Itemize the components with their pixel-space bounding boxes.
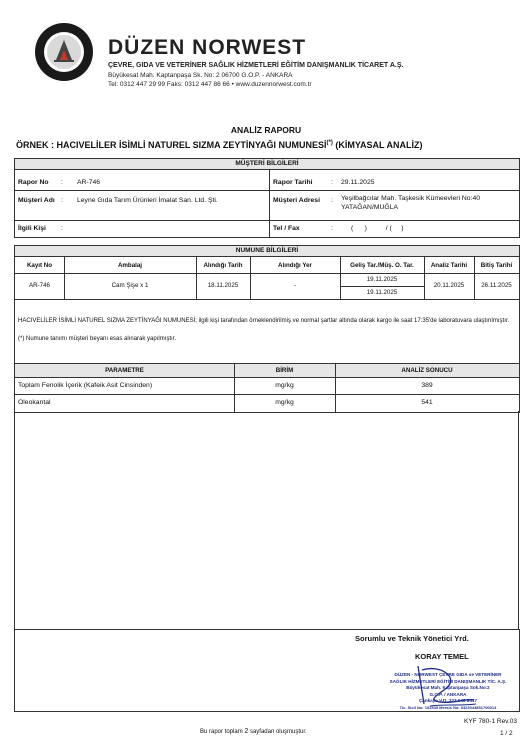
handwritten-signature [410, 660, 480, 712]
sample-section-title: NUMUNE BİLGİLERİ [15, 246, 519, 257]
sample-title-sup: (*) [326, 140, 333, 146]
signer-name: KORAY TEMEL [415, 652, 469, 661]
ilgili-kisi-label: İlgili Kişi [18, 225, 46, 232]
company-contact: Tel: 0312 447 29 99 Faks: 0312 447 86 66 • www.duzennorwest.com.tr [108, 81, 312, 88]
rapor-tarihi-value: 29.11.2025 [341, 179, 375, 186]
musteri-adresi-line1: Yeşilbağcılar Mah. Taşkesik Kümeevleri No:40 [341, 195, 481, 202]
col-parametre: PARAMETRE [105, 367, 144, 374]
company-address: Büyükesat Mah. Kaptanpaşa Sk. No: 2 06700 G.O.P. - ANKARA [108, 72, 293, 79]
col-bitis-tarihi: Bitiş Tarihi [480, 262, 513, 269]
signer-role: Sorumlu ve Teknik Yönetici Yrd. [355, 634, 469, 643]
company-logo [34, 22, 94, 82]
col-analiz-sonucu: ANALİZ SONUCU [401, 367, 453, 374]
col-birim: BİRİM [275, 367, 294, 374]
col-ambalaj: Ambalaj [117, 262, 143, 269]
cell-bitis-tarihi: 26.11.2025 [481, 282, 512, 289]
result-parameter: Toplam Fenolik İçerik (Kafeik Asit Cinsinden) [18, 382, 153, 389]
rapor-tarihi-label: Rapor Tarihi [273, 179, 313, 186]
result-parameter: Oleokantal [18, 399, 51, 406]
musteri-adi-value: Leyne Gıda Tarım Ürünleri İmalat San. Ltd. Şti. [77, 197, 218, 204]
cell-kayit-no: AR-746 [29, 282, 50, 289]
rapor-no-label: Rapor No [18, 179, 49, 186]
col-alindigi-tarih: Alındığı Tarih [203, 262, 243, 269]
col-kayit-no: Kayıt No [26, 262, 53, 269]
tel-fax-value: ( ) / ( ) [351, 225, 404, 232]
results-table [14, 363, 520, 413]
result-value: 541 [421, 399, 433, 406]
sample-title [16, 140, 423, 150]
result-unit: mg/kg [275, 382, 294, 389]
report-title: ANALİZ RAPORU [230, 125, 302, 135]
sample-note-declaration: (*) Numune tanımı müşteri beyanı esas alınarak yapılmıştır. [18, 336, 177, 342]
company-stamp: DÜZEN - NORWEST ÇEVRE GIDA ve VETERİNER SAĞLIK HİZMETLERİ EĞİTİM DANIŞMANLIK TİC. A.Ş. Büyükesat Mah. Kaptanpaşa Sok.No:2 G.O.P. / ANKARA Çankaya V.D. 323 043 8517 Tic. Sicil No: 151539 Mersis No: 0323043851700014 [389, 672, 507, 710]
customer-section-title: MÜŞTERİ BİLGİLERİ [15, 159, 519, 170]
sample-note-delivery: HACIVELİLER İSİMLİ NATUREL SIZMA ZEYTİNYAĞI NUMUNESİ; ilgili kişi tarafından örneklendirilmiş ve normal şartlar altında olarak kargo ile saat 17:35'de laboratuvara ulaştırılmıştır. [18, 318, 510, 324]
musteri-adresi-line2: YATAĞAN/MUĞLA [341, 204, 399, 211]
cell-musteri-o-tarihi: 19.11.2025 [366, 289, 398, 296]
company-name: DÜZEN NORWEST [108, 36, 307, 59]
rapor-no-value: AR-746 [77, 179, 101, 186]
customer-info-table: MÜŞTERİ BİLGİLERİ Rapor No : AR-746 Müşteri Adı : Leyne Gıda Tarım Ürünleri İmalat San. Ltd. Şti. İlgili Kişi : Rapor Tarihi : 29.11.2025 Müşteri Adresi : Yeşilbağcılar Mah. Taşkesik Kümeevleri No:40 YATAĞAN/MUĞLA Tel / Fax : ( ) / ( ) [14, 158, 520, 238]
sample-title-main: ÖRNEK : HACIVELİLER İSİMLİ NATUREL SIZMA ZEYTİNYAĞI NUMUNESİ [16, 140, 327, 150]
cell-ambalaj: Cam Şişe x 1 [111, 282, 149, 289]
tel-fax-label: Tel / Fax [273, 225, 300, 232]
musteri-adi-label: Müşteri Adı [18, 197, 55, 204]
cell-analiz-tarihi: 20.11.2025 [433, 282, 465, 289]
company-full-name: ÇEVRE, GIDA VE VETERİNER SAĞLIK HİZMETLERİ EĞİTİM DANIŞMANLIK TİCARET A.Ş. [108, 62, 404, 69]
cell-alindigi-tarih: 18.11.2025 [207, 282, 239, 289]
col-alindigi-yer: Alındığı Yer [278, 262, 312, 269]
musteri-adresi-label: Müşteri Adresi [273, 197, 320, 204]
page-count-note: Bu rapor toplam 2 sayfadan oluşmuştur. [200, 728, 307, 735]
page-number: 1 / 2 [500, 730, 513, 737]
col-gelis-tarihi: Geliş Tar./Müş. O. Tar. [350, 262, 414, 269]
col-analiz-tarihi: Analiz Tarihi [430, 262, 468, 269]
sample-title-suffix: (KİMYASAL ANALİZ) [335, 140, 423, 150]
result-value: 389 [421, 382, 433, 389]
form-code: KYF 780-1 Rev.03 [464, 718, 517, 725]
sample-info-table [14, 245, 520, 365]
cell-alindigi-yer: - [293, 282, 297, 289]
result-unit: mg/kg [275, 399, 294, 406]
cell-gelis-tarihi: 19.11.2025 [366, 276, 398, 283]
